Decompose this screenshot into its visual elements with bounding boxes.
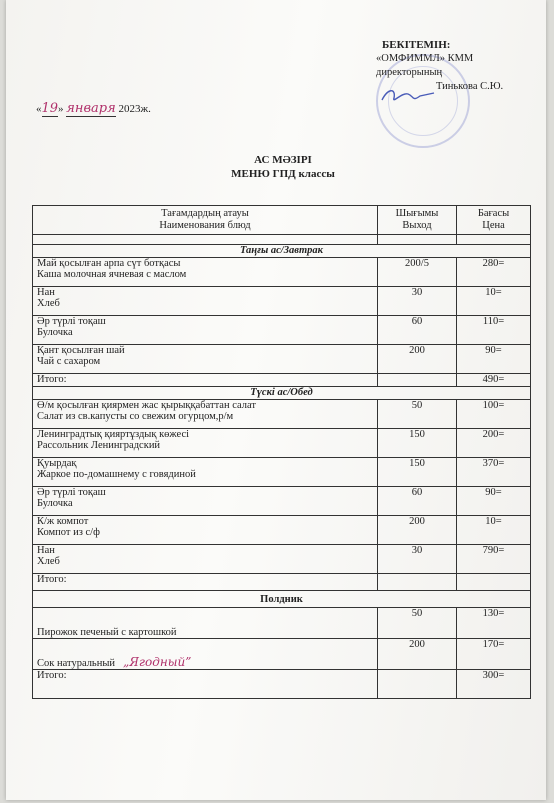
- price-value: 110=: [482, 316, 505, 327]
- dish-name: [33, 487, 378, 516]
- total-value: [457, 374, 531, 387]
- dish-name: [33, 458, 378, 487]
- date-month: января: [66, 101, 116, 116]
- price-value: 200=: [482, 429, 505, 440]
- price-value: 90=: [485, 487, 502, 498]
- approval-org: «ОМФИММЛ» КММ: [376, 53, 474, 64]
- total-label: [33, 574, 378, 591]
- dish-name-ru: Чай с сахаром: [37, 356, 101, 367]
- menu-item-row: [33, 345, 531, 374]
- dish-name: [33, 516, 378, 545]
- dish-price: [457, 287, 531, 316]
- output-value: 30: [411, 287, 423, 298]
- dish-name-ru: Салат из св.капусты со свежим огурцом,р/м: [37, 411, 234, 422]
- total-label: [33, 374, 378, 387]
- dish-name-ru: Рассольник Ленинградский: [37, 440, 161, 451]
- menu-item-row: [33, 639, 531, 670]
- dish-price: [457, 258, 531, 287]
- menu-item-row: [33, 258, 531, 287]
- section-breakfast-label: Таңғы ас/Завтрак: [239, 245, 323, 256]
- dish-output: [378, 287, 457, 316]
- total-row: [33, 374, 531, 387]
- total-label: [33, 670, 378, 699]
- dish-name: [33, 287, 378, 316]
- total-value-text: 300=: [482, 670, 505, 681]
- output-value: 200: [409, 639, 425, 650]
- spacer-row: [33, 235, 531, 245]
- document-date: «19» января 2023ж.: [36, 101, 151, 116]
- dish-output: [378, 516, 457, 545]
- header-price: Бағасы Цена: [457, 206, 531, 235]
- price-value: 170=: [482, 639, 505, 650]
- menu-item-row: [33, 516, 531, 545]
- date-year: 2023ж.: [118, 103, 151, 115]
- total-value: [457, 574, 531, 591]
- menu-item-row: [33, 458, 531, 487]
- dish-name-kz: Қуырдақ: [37, 458, 77, 469]
- total-row: [33, 670, 531, 699]
- director-signature: [378, 84, 438, 106]
- dish-name-ru: Компот из с/ф: [37, 527, 100, 538]
- section-lunch-label: Түскі ас/Обед: [250, 387, 313, 398]
- dish-name-kz: Май қосылған арпа сүт ботқасы: [37, 258, 181, 269]
- dish-name: [33, 608, 378, 639]
- dish-name: [33, 345, 378, 374]
- output-value: 50: [411, 400, 423, 411]
- date-day: 19: [41, 101, 59, 116]
- dish-price: [457, 516, 531, 545]
- menu-item-row: [33, 545, 531, 574]
- dish-name-ru: Каша молочная ячневая с маслом: [37, 269, 187, 280]
- dish-name-kz: Нан: [37, 545, 55, 556]
- dish-name-ru: Жаркое по-домашнему с говядиной: [37, 469, 196, 480]
- section-snack-label: Полдник: [260, 593, 303, 605]
- dish-price: [457, 400, 531, 429]
- dish-output: [378, 400, 457, 429]
- snack-name: Сок натуральный: [37, 658, 116, 669]
- dish-output: [378, 608, 457, 639]
- price-value: 280=: [482, 258, 505, 269]
- approval-name: Тинькова С.Ю.: [436, 81, 504, 92]
- menu-title-kz: АС МӘЗІРІ: [254, 154, 312, 166]
- price-value: 100=: [482, 400, 505, 411]
- total-value: [457, 670, 531, 699]
- menu-item-row: [33, 287, 531, 316]
- menu-item-row: [33, 487, 531, 516]
- total-output: [378, 574, 457, 591]
- handwritten-note: „Ягодный”: [123, 655, 192, 669]
- total-label-text: Итого:: [37, 574, 67, 585]
- dish-name-kz: Ленинградтық қияртұздық көжесі: [37, 429, 190, 440]
- approval-role: директорының: [376, 67, 443, 78]
- dish-output: [378, 545, 457, 574]
- dish-name: [33, 400, 378, 429]
- dish-name-ru: Булочка: [37, 327, 73, 338]
- dish-name-kz: Ө/м қосылған қиярмен жас қырыққабаттан салат: [37, 400, 256, 411]
- dish-price: [457, 345, 531, 374]
- total-output: [378, 374, 457, 387]
- dish-output: [378, 639, 457, 670]
- header-dish: Тағамдардың атауы Наименования блюд: [33, 206, 378, 235]
- output-value: 60: [411, 487, 423, 498]
- menu-item-row: [33, 316, 531, 345]
- price-value: 90=: [485, 345, 502, 356]
- header-row: [33, 206, 531, 235]
- price-value: 10=: [485, 287, 502, 298]
- dish-output: [378, 316, 457, 345]
- dish-output: [378, 258, 457, 287]
- total-label-text: Итого:: [37, 670, 67, 681]
- dish-price: [457, 458, 531, 487]
- menu-title-ru: МЕНЮ ГПД классы: [231, 168, 335, 180]
- dish-name: [33, 429, 378, 458]
- output-value: 200: [409, 516, 425, 527]
- dish-name-kz: Нан: [37, 287, 55, 298]
- menu-table: [32, 205, 531, 699]
- total-row: [33, 574, 531, 591]
- dish-name: [33, 545, 378, 574]
- header-output: Шығымы Выход: [378, 206, 457, 235]
- dish-price: [457, 429, 531, 458]
- output-value: 50: [411, 608, 423, 619]
- section-lunch: [33, 387, 531, 400]
- dish-output: [378, 345, 457, 374]
- output-value: 150: [409, 429, 425, 440]
- dish-output: [378, 487, 457, 516]
- output-value: 60: [411, 316, 423, 327]
- dish-output: [378, 458, 457, 487]
- menu-item-row: [33, 400, 531, 429]
- total-label-text: Итого:: [37, 374, 67, 385]
- dish-price: [457, 608, 531, 639]
- menu-item-row: [33, 608, 531, 639]
- dish-price: [457, 545, 531, 574]
- dish-price: [457, 639, 531, 670]
- price-value: 10=: [485, 516, 502, 527]
- total-value-text: 490=: [482, 374, 505, 385]
- snack-name: Пирожок печеный с картошкой: [37, 627, 177, 638]
- dish-name-ru: Хлеб: [37, 556, 60, 567]
- section-breakfast: [33, 245, 531, 258]
- output-value: 200: [409, 345, 425, 356]
- price-value: 370=: [482, 458, 505, 469]
- output-value: 150: [409, 458, 425, 469]
- output-value: 200/5: [405, 258, 429, 269]
- section-snack: [33, 591, 531, 608]
- dish-name-ru: Хлеб: [37, 298, 60, 309]
- dish-price: [457, 487, 531, 516]
- price-value: 130=: [482, 608, 505, 619]
- dish-name-kz: Қант қосылған шай: [37, 345, 125, 356]
- approval-title: БЕКІТЕМІН:: [382, 39, 451, 51]
- dish-name-ru: Булочка: [37, 498, 73, 509]
- dish-name: [33, 639, 378, 670]
- dish-price: [457, 316, 531, 345]
- dish-name: [33, 258, 378, 287]
- menu-item-row: [33, 429, 531, 458]
- total-output: [378, 670, 457, 699]
- price-value: 790=: [482, 545, 505, 556]
- output-value: 30: [411, 545, 423, 556]
- dish-name: [33, 316, 378, 345]
- dish-name-kz: К/ж компот: [37, 516, 89, 527]
- dish-name-kz: Әр түрлі тоқаш: [37, 487, 106, 498]
- dish-output: [378, 429, 457, 458]
- dish-name-kz: Әр түрлі тоқаш: [37, 316, 106, 327]
